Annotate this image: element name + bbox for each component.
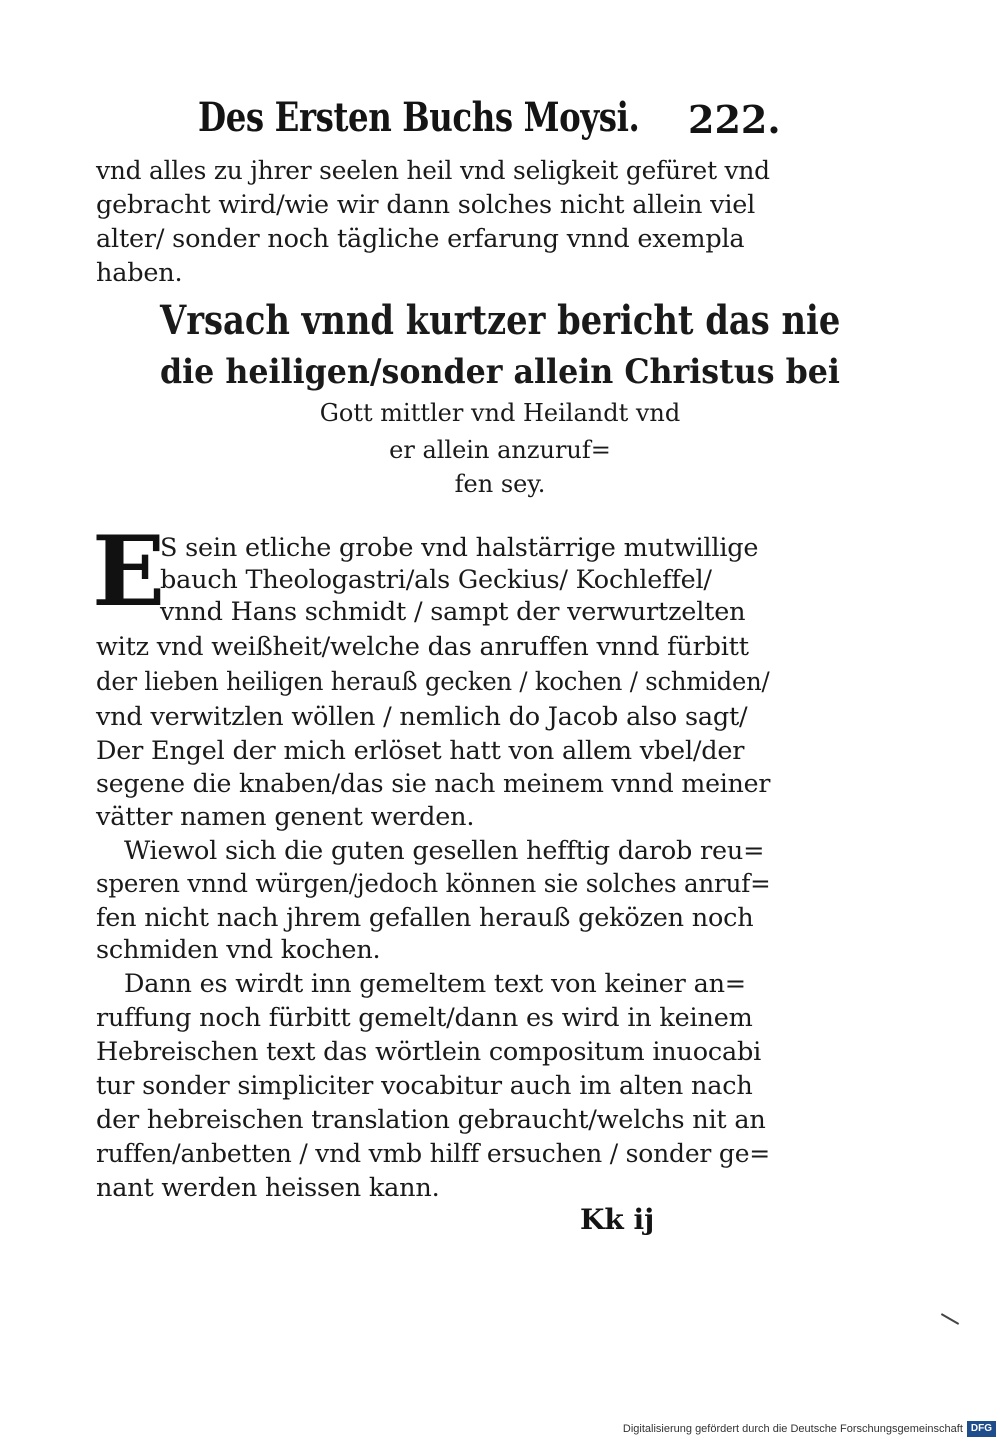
running-head-title: Des Ersten Buchs Moysi. (198, 94, 640, 141)
page-number: 222. (688, 97, 781, 142)
funding-credit (623, 1417, 996, 1441)
credit-text: Digitalisierung gefördert durch die Deutsche Forschungsgemeinschaft (622, 1423, 963, 1435)
heading-line-5: fen sey. (454, 470, 546, 498)
margin-stroke (941, 1313, 959, 1325)
body-line-18: der hebreischen translation gebraucht/welchs nit an (96, 1105, 766, 1135)
heading-line-1: Vrsach vnnd kurtzer bericht das nie (159, 297, 841, 344)
body-line-4: witz vnd weißheit/welche das anruffen vnnd fürbitt (96, 632, 749, 662)
body-line-2: bauch Theologastri/als Geckius/ Kochleffel/ (160, 565, 712, 595)
body-line-6: vnd verwitzlen wöllen / nemlich do Jacob also sagt/ (96, 702, 748, 732)
body-line-5: der lieben heiligen herauß gecken / kochen / schmiden/ (96, 667, 770, 697)
drop-capital: E (92, 515, 166, 628)
heading-line-3: Gott mittler vnd Heilandt vnd (319, 399, 681, 427)
dfg-logo-icon: DFG (967, 1421, 996, 1437)
body-line-16: Hebreischen text das wörtlein compositum inuocabi (96, 1037, 762, 1067)
intro-line-1: vnd alles zu jhrer seelen heil vnd seligkeit gefüret vnd (96, 156, 770, 186)
signature-mark: Kk ij (580, 1203, 655, 1236)
intro-line-2: gebracht wird/wie wir dann solches nicht allein viel (96, 190, 756, 220)
body-line-17: tur sonder simpliciter vocabitur auch im alten nach (96, 1071, 753, 1101)
body-line-20: nant werden heissen kann. (96, 1173, 440, 1203)
body-line-7: Der Engel der mich erlöset hatt von allem vbel/der (96, 736, 745, 766)
body-line-3: vnnd Hans schmidt / sampt der verwurtzelten (160, 597, 746, 627)
body-line-1: S sein etliche grobe vnd halstärrige mutwillige (160, 533, 759, 563)
body-line-10: Wiewol sich die guten gesellen hefftig darob reu= (124, 836, 765, 866)
body-line-12: fen nicht nach jhrem gefallen herauß geközen noch (96, 903, 754, 933)
body-line-11: speren vnnd würgen/jedoch können sie solches anruf= (96, 869, 771, 899)
body-line-9: vätter namen genent werden. (96, 802, 475, 832)
intro-line-3: alter/ sonder noch tägliche erfarung vnnd exempla (96, 224, 745, 254)
heading-line-2: die heiligen/sonder allein Christus bei (160, 352, 840, 392)
body-line-15: ruffung noch fürbitt gemelt/dann es wird in keinem (96, 1003, 753, 1033)
body-line-8: segene die knaben/das sie nach meinem vnnd meiner (96, 769, 771, 799)
body-line-14: Dann es wirdt inn gemeltem text von keiner an= (124, 969, 746, 999)
body-line-19: ruffen/anbetten / vnd vmb hilff ersuchen / sonder ge= (96, 1139, 771, 1169)
heading-line-4: er allein anzuruf= (389, 436, 611, 464)
body-line-13: schmiden vnd kochen. (96, 935, 381, 965)
intro-line-4: haben. (96, 258, 183, 288)
